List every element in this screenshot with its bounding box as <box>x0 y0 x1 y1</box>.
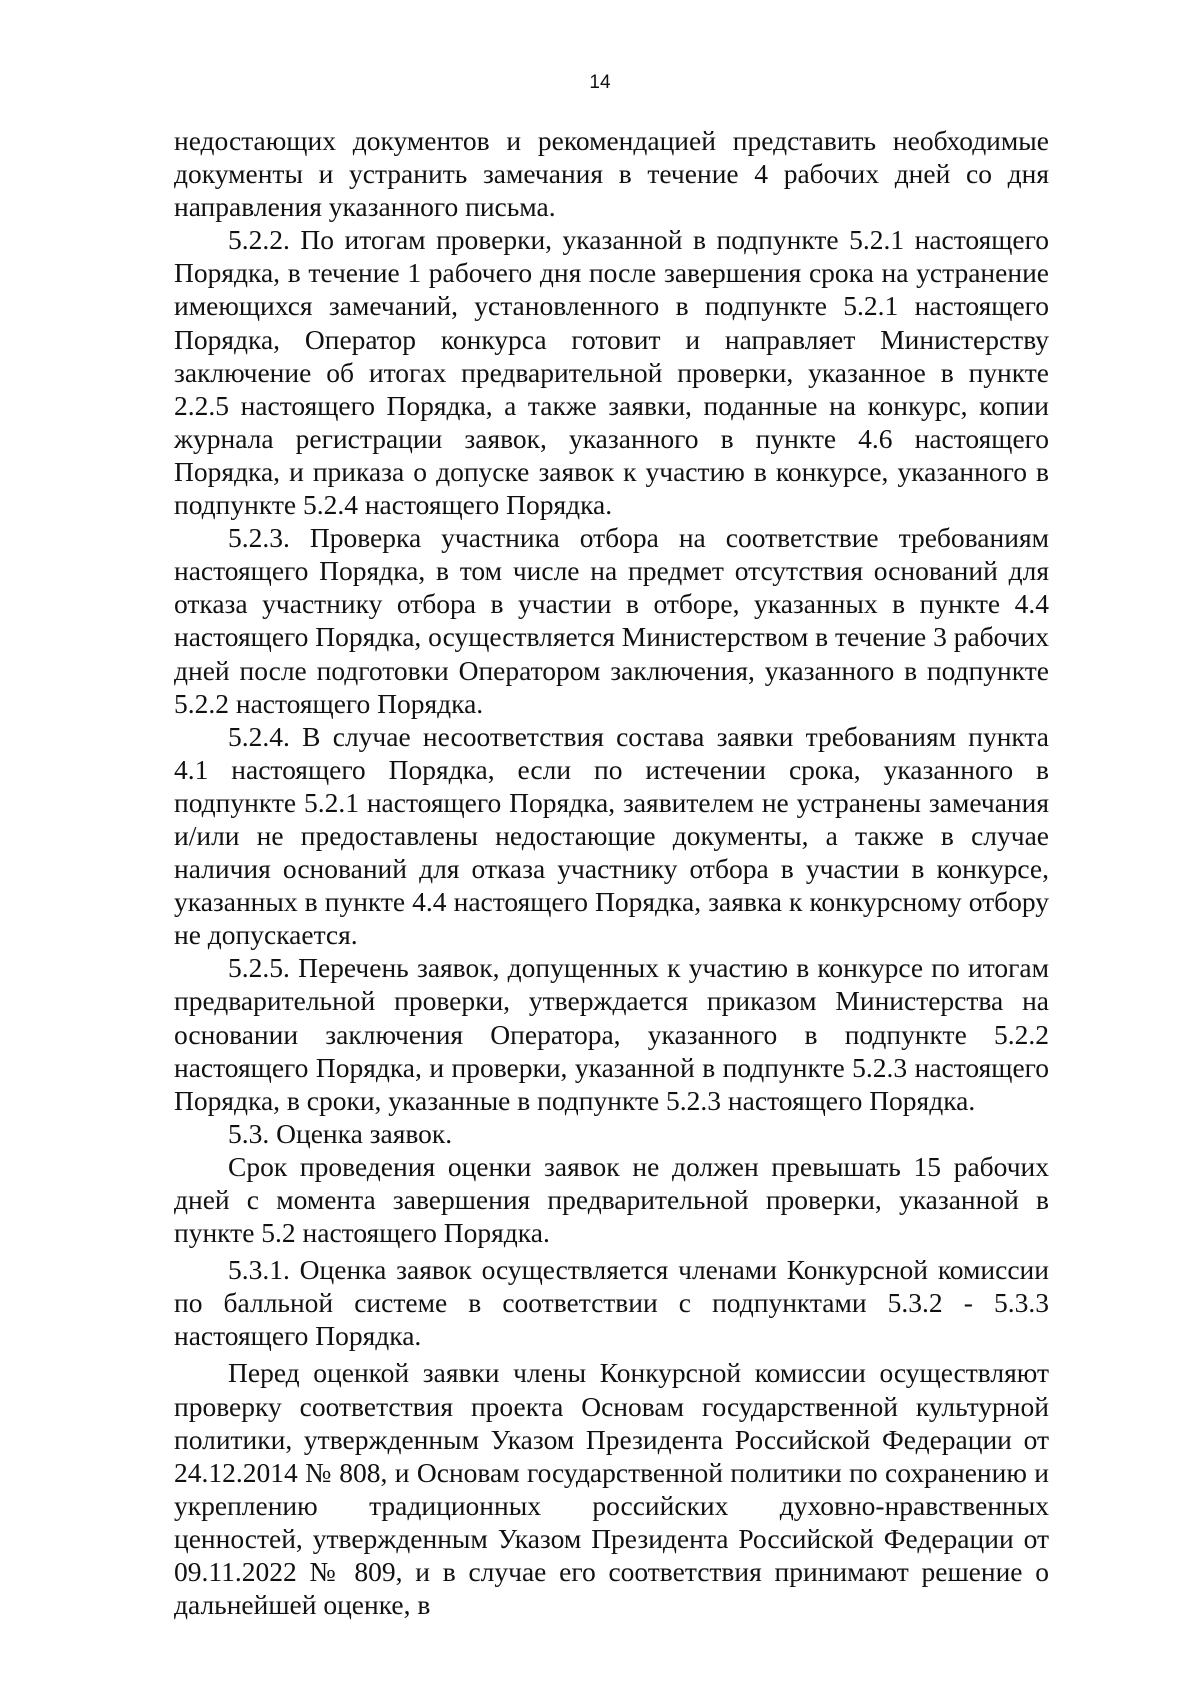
section-heading-5-3: 5.3. Оценка заявок. <box>228 1117 453 1149</box>
paragraph-5-3-1: 5.3.1. Оценка заявок осуществляется членами Конкурсной комиссии по балльной системе в соответствии с подпунктами 5.3.2 - 5.3.3 настоящего Порядка. <box>174 1254 1049 1352</box>
paragraph-5-2-4: 5.2.4. В случае несоответствия состава заявки требованиям пункта 4.1 настоящего Порядка, если по истечении срока, указанного в подпункте 5.2.1 настоящего Порядка, заявителем не устранены замечания и/или не предоставлены недостающие документы, а также в случае наличия оснований для отказа участнику отбора в участии в конкурсе, указанных в пункте 4.4 настоящего Порядка, заявка к конкурсному отбору не допускается. <box>174 720 1049 951</box>
paragraph-5-2-5: 5.2.5. Перечень заявок, допущенных к участию в конкурсе по итогам предварительной проверки, утверждается приказом Министерства на основании заключения Оператора, указанного в подпункте 5.2.2 настоящего Порядка, и проверки, указанной в подпункте 5.2.3 настоящего Порядка, в сроки, указанные в подпункте 5.2.3 настоящего Порядка. <box>174 952 1049 1116</box>
paragraph-5-2-3: 5.2.3. Проверка участника отбора на соответствие требованиям настоящего Порядка, в том числе на предмет отсутствия оснований для отказа участнику отбора в участии в отборе, указанных в пункте 4.4 настоящего Порядка, осуществляется Министерством в течение 3 рабочих дней после подготовки Оператором заключения, указанного в подпункте 5.2.2 настоящего Порядка. <box>174 522 1049 719</box>
document-body <box>174 124 1049 1621</box>
page-number: 14 <box>589 72 611 93</box>
paragraph-continuation: недостающих документов и рекомендацией представить необходимые документы и устранить замечания в течение 4 рабочих дней со дня направления указанного письма. <box>174 125 1049 223</box>
paragraph-evaluation-term: Срок проведения оценки заявок не должен превышать 15 рабочих дней с момента завершения предварительной проверки, указанной в пункте 5.2 настоящего Порядка. <box>174 1150 1049 1249</box>
paragraph-pre-evaluation-check: Перед оценкой заявки члены Конкурсной комиссии осуществляют проверку соответствия проекта Основам государственной культурной политики, утвержденным Указом Президента Российской Федерации от 24.12.2014 № 808, и Основам государственной политики по сохранению и укреплению традиционных российских духовно-нравственных ценностей, утвержденным Указом Президента Российской Федерации от 09.11.2022 № 809, и в случае его соответствия принимают решение о дальнейшей оценке, в <box>174 1357 1049 1621</box>
paragraph-5-2-2: 5.2.2. По итогам проверки, указанной в подпункте 5.2.1 настоящего Порядка, в течение 1 рабочего дня после завершения срока на устранение имеющихся замечаний, установленного в подпункте 5.2.1 настоящего Порядка, Оператор конкурса готовит и направляет Министерству заключение об итогах предварительной проверки, указанное в пункте 2.2.5 настоящего Порядка, а также заявки, поданные на конкурс, копии журнала регистрации заявок, указанного в пункте 4.6 настоящего Порядка, и приказа о допуске заявок к участию в конкурсе, указанного в подпункте 5.2.4 настоящего Порядка. <box>174 224 1049 521</box>
